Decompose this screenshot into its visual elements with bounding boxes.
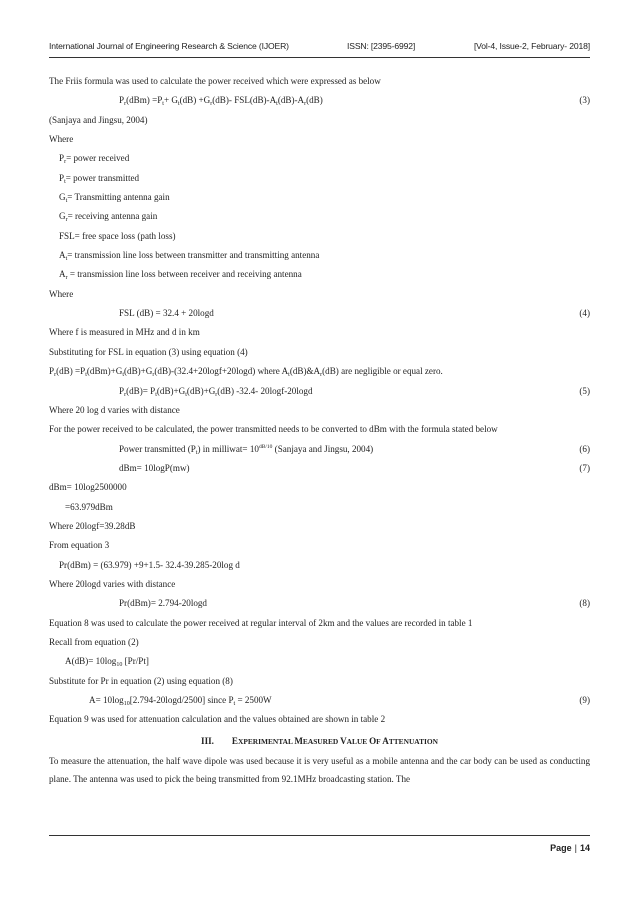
- text-line: =63.979dBm: [65, 501, 113, 512]
- equation-6: Power transmitted $(P_t)$ in milliwat= $10^{dB/10}$ (Sanjaya and Jingsu, 2004) (6): [49, 440, 590, 459]
- equation-number: (5): [579, 385, 590, 396]
- text-line: Equation 8 was used to calculate the power received at regular interval of 2km and the values are recorded in table 1: [49, 617, 473, 628]
- page-label: Page: [550, 843, 572, 853]
- header-rule: [49, 57, 590, 58]
- text-line: Where: [49, 288, 74, 299]
- definition: $G_r=$ receiving antenna gain: [59, 211, 158, 224]
- equation-5: $P_r(dB)= P_t(dB)+G_t(dB)+G_r(dB)$ -32.4- 20logf-20logd (5): [49, 382, 590, 401]
- page-separator: |: [574, 843, 577, 853]
- citation: (Sanjaya and Jingsu, 2004): [49, 114, 148, 125]
- page-body: [49, 72, 590, 789]
- section-heading: III. EXPERIMENTAL MEASURED VALUE OF ATTENUATION: [201, 735, 438, 746]
- issn: ISSN: [2395-6992]: [347, 41, 416, 51]
- running-header: [49, 41, 590, 55]
- text-line: Where f is measured in MHz and d in km: [49, 327, 200, 338]
- equation-4: FSL (dB) = 32.4 + 20logd (4): [49, 304, 590, 323]
- equation-number: (8): [579, 598, 590, 609]
- definition: $P_t=$ power transmitted: [59, 172, 140, 185]
- text-line: Where 20logf=39.28dB: [49, 520, 136, 531]
- footer-rule: [49, 835, 590, 836]
- section-number: III.: [201, 735, 214, 746]
- text-line: Where 20 log d varies with distance: [49, 404, 180, 415]
- text-line: From equation 3: [49, 540, 110, 551]
- text-line: Where 20logd varies with distance: [49, 578, 176, 589]
- equation-3: $P_r(dBm) =P_t+ G_t(dB) +G_r(dB)-$ $FSL(dB)-A_t(dB)-A_r(dB)$ (3): [49, 91, 590, 110]
- calculation: Pr(dBm) = (63.979) +9+1.5- 32.4-39.285-20log d: [59, 559, 240, 570]
- text-line: Substitute for Pr in equation (2) using equation (8): [49, 675, 233, 686]
- equation-number: (9): [579, 695, 590, 705]
- text-line: Equation 9 was used for attenuation calculation and the values obtained are shown in table 2: [49, 714, 386, 725]
- page-footer: [550, 843, 590, 853]
- equation-8: Pr(dBm)= 2.794-20logd (8): [49, 594, 590, 613]
- definition: FSL= free space loss (path loss): [59, 230, 176, 241]
- text-line: dBm= 10log2500000: [49, 482, 127, 493]
- derived-equation: $P_r(dB) =P_t(dBm)+G_t(dB)+G_r(dB)-(32.4+20\log f+20\log d)$ where $A_t(dB)\&A_r(dB)$ are negligible or equal zero.: [49, 366, 443, 379]
- equation-number: (6): [579, 443, 590, 454]
- definition: $P_r=$ power received: [59, 153, 130, 166]
- text-line: For the power received to be calculated, the power transmitted needs to be converted to dBm with the formula stated below: [49, 424, 498, 435]
- definition: $A_r$ = transmission line loss between receiver and receiving antenna: [59, 269, 302, 282]
- equation-9: $A= 10\log_{10}[2.794-20\log d/2500]$ since $P_t = 2500W$ (9): [49, 691, 590, 710]
- equation-7: dBm= 10logP(mw) (7): [49, 459, 590, 478]
- equation-number: (4): [579, 308, 590, 319]
- volume-info: [Vol-4, Issue-2, February- 2018]: [473, 41, 590, 51]
- text-line: The Friis formula was used to calculate the power received which were expressed as below: [49, 76, 381, 86]
- equation-number: (3): [579, 95, 590, 106]
- equation-number: (7): [579, 462, 590, 473]
- definition: $G_t=$ Transmitting antenna gain: [59, 192, 170, 205]
- page-number: 14: [579, 843, 590, 853]
- journal-name: International Journal of Engineering Research & Science (IJOER): [49, 41, 289, 51]
- text-line: Substituting for FSL in equation (3) using equation (4): [49, 346, 248, 357]
- definition: $A_t=$ transmission line loss between transmitter and transmitting antenna: [59, 250, 320, 263]
- text-line: Recall from equation (2): [49, 636, 139, 647]
- text-line: Where: [49, 134, 74, 145]
- calculation: $A(dB)= 10\log_{10}$ [Pr/Pt]: [65, 656, 149, 669]
- body-paragraph: To measure the attenuation, the half wave dipole was used because it is very useful as a mobile antenna and the car body can be used as conducting plane. The antenna was used to pick the being transmitted from 92.1MHz broadcasting station. The: [49, 755, 590, 785]
